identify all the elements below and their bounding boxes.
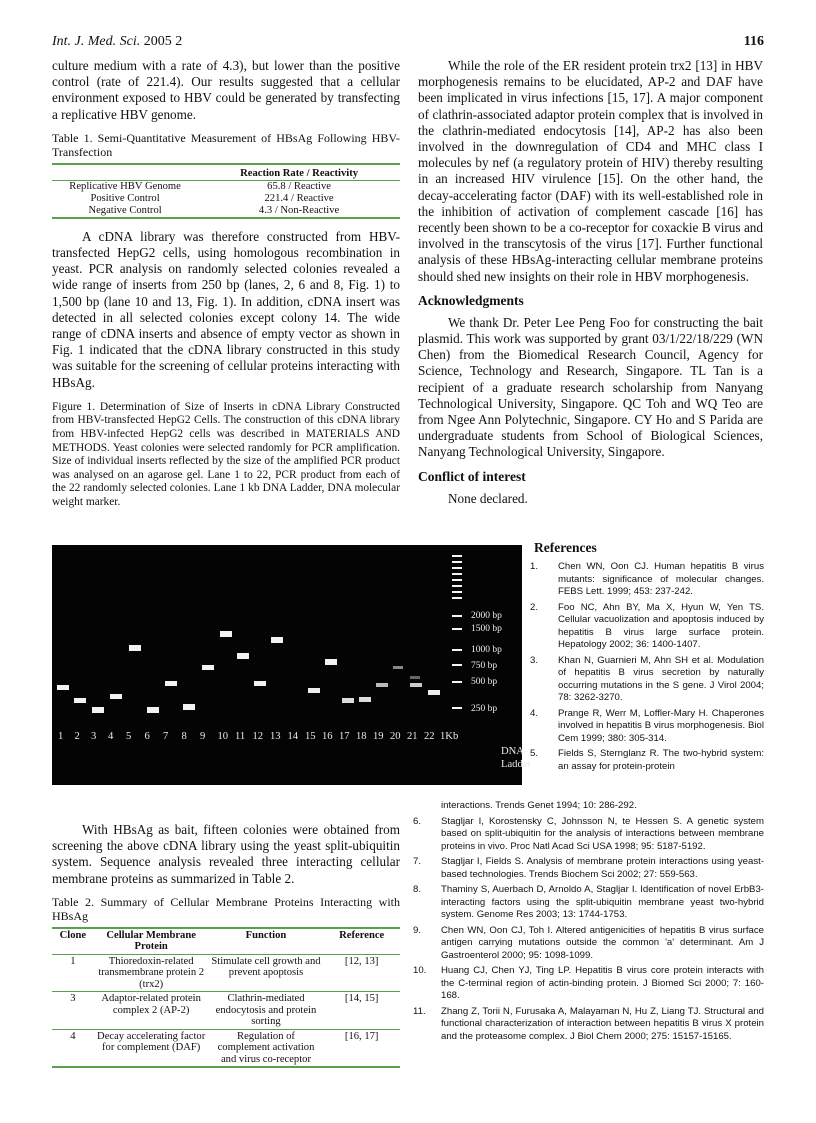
lane-label: 6 [144, 731, 150, 742]
gel-band [129, 645, 141, 651]
lane-label: 11 [235, 731, 246, 742]
table1-row-value: 65.8 / Reactive [267, 180, 331, 192]
lane-label: 19 [373, 731, 384, 742]
reference-number: 3. [530, 654, 539, 666]
reference-continuation: interactions. Trends Genet 1994; 10: 286-292. [441, 800, 637, 811]
ladder-band [452, 615, 462, 617]
reference-text: Huang CJ, Chen YJ, Ting LP. Hepatitis B virus core protein interacts with the C-terminal region of actin-binding protein. J Biomed Sci 2000; 7: 160-168. [441, 965, 764, 1001]
reference-number: 11. [413, 1005, 426, 1017]
table-row [52, 1029, 400, 1067]
reference-number: 10. [413, 965, 427, 976]
lane-label: 4 [108, 731, 114, 742]
gel-bands [52, 545, 522, 785]
journal-volume: 2005 2 [143, 34, 183, 49]
reference-item [530, 655, 764, 705]
gel-band [410, 683, 422, 687]
reference-item [530, 561, 764, 599]
table2-cell: [12, 13] [323, 954, 400, 992]
left-paragraph-2: A cDNA library was therefore constructed from HBV-transfected HepG2 cells, using homologous recombination in yeast. PCR analysis on randomly selected colonies revealed a wide range of inserts from 250 bp (lanes, 2, 6 and 8, Fig. 1) to 1,500 bp (lane 10 and 13, Fig. 1). In addition, cDNA insert was detected in all selected colonies except colony 14. The wide range of cDNA inserts and absence of empty vector as shown in Fig. 1 indicated that the cDNA library constructed in this study was suitable for the screening of cellular proteins interacting with HBsAg. [52, 228, 400, 390]
lane-label: 1 [58, 731, 64, 742]
table1-row-label: Negative Control [52, 205, 198, 218]
ladder-band [452, 649, 462, 651]
reference-text: Khan N, Guarnieri M, Ahn SH et al. Modulation of hepatitis B virus secretion by naturally occurring mutations in the S gene. J Virol 2004; 78: 3262-3270. [558, 654, 764, 703]
gel-band [92, 707, 104, 713]
reference-item [530, 602, 764, 652]
table1-caption: Table 1. Semi-Quantitative Measurement of HBsAg Following HBV-Transfection [52, 130, 400, 159]
reference-item [413, 965, 764, 1003]
gel-band [57, 685, 69, 690]
gel-band [376, 683, 388, 687]
table-row [52, 205, 400, 218]
lane-label: 14 [287, 731, 299, 742]
reference-text: Prange R, Werr M, Loffler-Mary H. Chaperones involved in hepatitis B virus morphogenesis. Biol Cem 1999; 380: 305-314. [558, 707, 764, 744]
figure-1-gel-image [52, 545, 531, 785]
ladder-band [452, 597, 462, 599]
ladder-band [452, 664, 462, 666]
ladder-band [452, 681, 462, 683]
gel-band [220, 631, 232, 637]
gel-band [393, 666, 403, 669]
gel-band [254, 681, 266, 686]
table2-header: Reference [323, 928, 400, 955]
lane-label: 16 [322, 731, 333, 742]
gel-band [359, 697, 371, 702]
gel-band [428, 690, 440, 695]
bp-label: 2000 bp [471, 611, 502, 621]
gel-band [202, 665, 214, 670]
lane-label: 18 [356, 731, 367, 742]
figure1-caption: Figure 1. Determination of Size of Inserts in cDNA Library Constructed from HBV-transfected HepG2 Cells. The construction of this cDNA library from HBV-infected HepG2 cells was described in MATERIALS AND METHODS. Yeast colonies were selected randomly for PCR amplification. Size of individual inserts reflected by the size of the amplified PCR product was analysed on an agarose gel. Lane 1 to 22, PCR product from each of the 22 randomly selected colonies. Lane 1 kb DNA Ladder, DNA molecular weight marker. [52, 400, 400, 508]
dna-ladder [452, 555, 462, 709]
lane-label: 8 [181, 731, 187, 742]
table1-row-label: Positive Control [90, 192, 160, 204]
reference-text: Stagljar I, Fields S. Analysis of membrane protein interactions using yeast-based technologies. Trends Biochem Sci 2002; 27: 559-563. [441, 856, 764, 880]
table1-row-value: 221.4 / Reactive [264, 192, 334, 204]
bp-label: 1500 bp [471, 624, 502, 634]
ladder-band [452, 561, 462, 563]
bp-label: 750 bp [471, 661, 498, 671]
lane-label: 13 [270, 731, 281, 742]
reference-text: Fields S, Sternglanz R. The two-hybrid system: an assay for protein-protein [558, 748, 764, 772]
table2-cell: Decay accelerating factor for complement (DAF) [94, 1029, 209, 1067]
reference-item [413, 816, 764, 854]
gel-band [271, 637, 283, 643]
reference-text: Chen WN, Oon CJ, Toh I. Altered antigenicities of hepatitis B virus surface antigen carrying mutations outside the common 'a' determinant. Am J Gastroenterol 2000; 95: 1098-1099. [441, 924, 764, 961]
lane-label: 21 [407, 731, 418, 742]
left-paragraph-1: culture medium with a rate of 4.3), but lower than the positive control (rate of 221.4). Our results suggested that a cellular environment exposed to HBV could be generated by transfecting a replicative HBV genome. [52, 58, 400, 122]
references-list-top [530, 561, 764, 776]
table1-row-label: Replicative HBV Genome [69, 180, 181, 192]
table1-header: Reaction Rate / Reactivity [198, 168, 400, 181]
lane-label: 20 [390, 731, 401, 742]
reference-number: 4. [530, 707, 539, 719]
reference-number: 2. [530, 601, 539, 613]
table2-cell: Regulation of complement activation and virus co-receptor [209, 1029, 324, 1067]
reference-text: Zhang Z, Torii N, Furusaka A, Malayaman N, Hu Z, Liang TJ. Structural and functional characterization of interaction between hepatitis B virus X protein and the proteasome complex. J Biol Chem 2000; 275: 15157-15165. [441, 1005, 764, 1042]
conflict-heading: Conflict of interest [418, 468, 526, 484]
lane-label: 1Kb [440, 731, 459, 742]
reference-item [413, 1006, 764, 1044]
reference-item [530, 708, 764, 746]
table2-cell: 4 [52, 1029, 94, 1067]
lane-label: 5 [126, 731, 132, 742]
reference-item [530, 748, 764, 773]
gel-band [342, 698, 354, 703]
table-row [52, 954, 400, 992]
table2-header: Cellular Membrane Protein [94, 928, 209, 955]
ladder-band [452, 573, 462, 575]
ladder-band [452, 628, 462, 630]
acknowledgments-text: We thank Dr. Peter Lee Peng Foo for constructing the bait plasmid. This work was supported by grant 03/1/22/18/229 (WN Chen) from the Biomedical Research Council, Agency for Science, Technology and Research, Singapore. TL Tan is a recipient of a graduate research scholarship from Nanyang Technological University, Singapore. QC Toh and WQ Teo are from Ngee Ann Polytechnic, Singapore. CY Ho and S Parida are undergraduate students from School of Biological Sciences, Nanyang Technological University, Singapore. [418, 314, 763, 460]
table2-cell: Adaptor-related protein complex 2 (AP-2) [94, 992, 209, 1030]
reference-number: 5. [530, 748, 539, 759]
table2-cell: Thioredoxin-related transmembrane protein 2 (trx2) [94, 954, 209, 992]
table2-cell: [14, 15] [323, 992, 400, 1030]
reference-item [413, 925, 764, 963]
bp-label: 250 bp [471, 704, 498, 714]
gel-band [74, 698, 86, 703]
reference-text: Foo NC, Ahn BY, Ma X, Hyun W, Yen TS. Cellular vacuolization and apoptosis induced by hepatitis B virus large surface protein. Hepatology 2002; 36: 1400-1407. [558, 601, 764, 650]
gel-band [183, 704, 195, 710]
table2-cell: 3 [52, 992, 94, 1030]
table2-cell: Clathrin-mediated endocytosis and protein sorting [209, 992, 324, 1030]
table2-header: Clone [52, 928, 94, 955]
table-row [52, 180, 400, 193]
lane-label: 3 [91, 731, 97, 742]
lane-label: 15 [305, 731, 316, 742]
lane-label: 22 [424, 731, 435, 742]
reference-text: Thaminy S, Auerbach D, Arnoldo A, Stagljar I. Identification of novel ErbB3-interacting factors using the split-ubiquitin membrane yeast two-hybrid system. Genome Res 2003; 13: 1744-1753. [441, 884, 764, 920]
left-column [52, 58, 400, 510]
references-list-bottom [413, 800, 764, 1046]
conflict-text: None declared. [448, 490, 528, 506]
lane-label: 17 [339, 731, 350, 742]
gel-band [110, 694, 122, 699]
gel-band [165, 681, 177, 686]
reference-number: 6. [413, 815, 422, 827]
ladder-band [452, 567, 462, 569]
reference-number: 9. [413, 924, 422, 936]
table-row [52, 193, 400, 205]
lane-label: 9 [200, 731, 206, 742]
running-header [52, 34, 182, 50]
references-heading: References [534, 540, 597, 555]
ladder-label-line-1: DNA [501, 746, 524, 757]
reference-text: Stagljar I, Korostensky C, Johnsson N, te Hessen S. A genetic system based on split-ubiquitin for the analysis of interactions between membrane proteins in vivo. Proc Natl Acad Sci USA 1998; 95: 5187-5192. [441, 815, 764, 852]
reference-text: Chen WN, Oon CJ. Human hepatitis B virus mutants: significance of molecular changes. FEBS Lett. 1999; 453: 237-242. [558, 561, 764, 597]
table-2 [52, 927, 400, 1069]
ladder-band [452, 591, 462, 593]
right-paragraph-1: While the role of the ER resident protein trx2 [13] in HBV morphogenesis remains to be elucidated, AP-2 and DAF have been implicated in virus infections [15, 17]. A major component of clathrin-associated adaptor protein complex that is involved in the clathrin-mediated endocytosis [14], AP-2 has also been involved in the downregulation of CD4 and MHC class I molecules by nef (a regulatory protein of HIV) thereby resulting in an increased HIV virulence [15]. On the other hand, the decay-accelerating factor (DAF) with its well-established role in the inhibition of activation of complement cascade [16] has recently been shown to be a co-receptor for coxackie B virus and involved in the transcytosis of the virus [17]. Further functional analysis of these HBsAg-interacting cellular membrane proteins should shed new insights on their role in HBV morphogenesis. [418, 58, 763, 284]
reference-item [413, 856, 764, 881]
lane-label: 2 [74, 731, 80, 742]
reference-number: 8. [413, 884, 422, 895]
ladder-label-line-2: Ladder [501, 759, 531, 770]
ladder-band [452, 579, 462, 581]
ladder-band [452, 585, 462, 587]
lane-label: 12 [252, 731, 264, 742]
table-row [52, 992, 400, 1030]
table2-cell: 1 [52, 954, 94, 992]
table2-cell: Stimulate cell growth and prevent apoptosis [209, 954, 324, 992]
gel-band [325, 659, 337, 665]
bp-label: 1000 bp [471, 645, 502, 655]
table2-header: Function [209, 928, 324, 955]
journal-name: Int. J. Med. Sci. [52, 34, 141, 49]
page-number: 116 [743, 34, 764, 49]
reference-item [413, 884, 764, 922]
table-1 [52, 163, 400, 219]
table2-caption: Table 2. Summary of Cellular Membrane Proteins Interacting with HBsAg [52, 894, 400, 923]
gel-band [147, 707, 159, 713]
right-column [418, 58, 763, 507]
ladder-band [452, 707, 462, 709]
gel-band [237, 653, 249, 659]
left-column-bottom [52, 822, 400, 1068]
lane-labels [58, 731, 458, 742]
lane-label: 10 [217, 731, 229, 742]
table2-cell: [16, 17] [323, 1029, 400, 1067]
left-paragraph-3: With HBsAg as bait, fifteen colonies were obtained from screening the above cDNA library using the yeast split-ubiquitin system. Sequence analysis revealed three interacting cellular membrane proteins as summarized in Table 2. [52, 822, 400, 886]
reference-number: 7. [413, 856, 422, 867]
ladder-band [452, 555, 462, 557]
table1-row-value: 4.3 / Non-Reactive [198, 205, 400, 218]
reference-number: 1. [530, 561, 539, 572]
ladder-label [501, 745, 531, 771]
acknowledgments-heading: Acknowledgments [418, 292, 524, 308]
bp-label: 500 bp [471, 677, 498, 687]
lane-label: 7 [163, 731, 169, 742]
gel-band [308, 688, 320, 693]
gel-band [410, 676, 420, 679]
